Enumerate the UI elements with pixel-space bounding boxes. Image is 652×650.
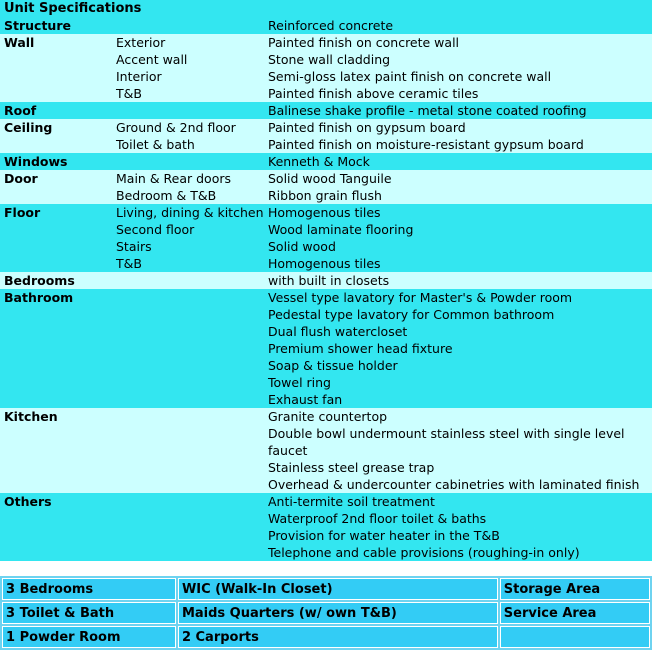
spec-description: Soap & tissue holder: [268, 358, 398, 373]
spec-section: [0, 272, 652, 289]
spec-description: Granite countertop: [268, 409, 388, 424]
summary-cell: [500, 626, 650, 648]
spec-row: [0, 68, 652, 85]
spec-description: Premium shower head fixture: [268, 341, 453, 356]
spec-description: Double bowl undermount stainless steel with single level faucet: [268, 426, 625, 458]
spec-description: Painted finish on moisture-resistant gypsum board: [268, 137, 584, 152]
summary-row: [2, 578, 650, 600]
spec-section: [0, 170, 652, 204]
spec-subcategory: [116, 476, 268, 493]
spec-subcategory: [116, 374, 268, 391]
spec-subcategory: [116, 527, 268, 544]
spec-description: Kenneth & Mock: [268, 154, 370, 169]
spec-row: [0, 238, 652, 255]
spec-description: Homogenous tiles: [268, 256, 381, 271]
summary-body: [2, 578, 650, 648]
spec-row: [0, 357, 652, 374]
spec-row: [0, 51, 652, 68]
spec-subcategory: [116, 340, 268, 357]
spec-description: Provision for water heater in the T&B: [268, 528, 500, 543]
spec-section: [0, 408, 652, 493]
summary-row: [2, 602, 650, 624]
spec-description: Painted finish above ceramic tiles: [268, 86, 479, 101]
spec-description: Pedestal type lavatory for Common bathroom: [268, 307, 555, 322]
spec-subcategory: Second floor: [116, 222, 195, 237]
spec-description: Reinforced concrete: [268, 18, 394, 33]
summary-cell: 3 Toilet & Bath: [2, 602, 176, 624]
spec-row: [0, 306, 652, 323]
spec-category: Windows: [4, 154, 68, 169]
spec-subcategory: Living, dining & kitchen: [116, 205, 264, 220]
spec-subcategory: [116, 272, 268, 289]
spec-description: Telephone and cable provisions (roughing-in only): [268, 545, 580, 560]
spec-row: [0, 425, 652, 459]
spec-category: Bedrooms: [4, 273, 75, 288]
spec-category: [0, 476, 116, 493]
spec-subcategory: [116, 289, 268, 306]
spec-row: [0, 136, 652, 153]
spec-description: Vessel type lavatory for Master's & Powder room: [268, 290, 573, 305]
spec-category: Others: [4, 494, 52, 509]
summary-cell: Storage Area: [500, 578, 650, 600]
spec-category: [0, 255, 116, 272]
spec-category: [0, 51, 116, 68]
spec-subcategory: [116, 357, 268, 374]
spec-category: Door: [4, 171, 38, 186]
spec-category: [0, 357, 116, 374]
spec-row: [0, 34, 652, 51]
spec-section: [0, 102, 652, 119]
spec-description: Exhaust fan: [268, 392, 343, 407]
spec-row: [0, 510, 652, 527]
spec-row: [0, 493, 652, 510]
summary-cell: 1 Powder Room: [2, 626, 176, 648]
summary-row: [2, 626, 650, 648]
spec-subcategory: T&B: [116, 86, 142, 101]
summary-cell: 2 Carports: [178, 626, 498, 648]
spec-subcategory: [116, 425, 268, 459]
spec-row: [0, 85, 652, 102]
spec-subcategory: [116, 323, 268, 340]
spec-subcategory: Bedroom & T&B: [116, 188, 217, 203]
spec-section: [0, 289, 652, 408]
spec-description: Towel ring: [268, 375, 331, 390]
spec-subcategory: Stairs: [116, 239, 152, 254]
spec-category: [0, 527, 116, 544]
spec-category: [0, 374, 116, 391]
spec-row: [0, 408, 652, 425]
spec-sections: [0, 17, 652, 561]
spec-description: Balinese shake profile - metal stone coated roofing: [268, 103, 587, 118]
summary-cell: Maids Quarters (w/ own T&B): [178, 602, 498, 624]
spec-category: Wall: [4, 35, 35, 50]
spec-category: [0, 136, 116, 153]
summary-table: [0, 576, 652, 650]
spec-category: Ceiling: [4, 120, 53, 135]
spec-category: [0, 306, 116, 323]
spec-subcategory: [116, 459, 268, 476]
spec-category: [0, 187, 116, 204]
spec-description: Painted finish on concrete wall: [268, 35, 460, 50]
spec-category: Bathroom: [4, 290, 74, 305]
spec-subcategory: Ground & 2nd floor: [116, 120, 236, 135]
spec-row: [0, 221, 652, 238]
spec-subcategory: [116, 408, 268, 425]
summary-cell: WIC (Walk-In Closet): [178, 578, 498, 600]
spec-category: [0, 85, 116, 102]
spec-category: Roof: [4, 103, 37, 118]
spec-category: Kitchen: [4, 409, 58, 424]
spec-section: [0, 204, 652, 272]
spec-category: [0, 510, 116, 527]
spec-subcategory: [116, 510, 268, 527]
spec-row: [0, 170, 652, 187]
spec-section: [0, 17, 652, 34]
spec-row: [0, 527, 652, 544]
spec-category: [0, 323, 116, 340]
spec-row: [0, 374, 652, 391]
spec-subcategory: [116, 153, 268, 170]
spec-category: [0, 544, 116, 561]
spec-description: Waterproof 2nd floor toilet & baths: [268, 511, 487, 526]
spec-description: Solid wood: [268, 239, 336, 254]
spec-subcategory: T&B: [116, 256, 142, 271]
spec-description: with built in closets: [268, 273, 390, 288]
spec-row: [0, 340, 652, 357]
spec-row: [0, 204, 652, 221]
spec-subcategory: [116, 544, 268, 561]
spec-description: Homogenous tiles: [268, 205, 381, 220]
spec-description: Painted finish on gypsum board: [268, 120, 466, 135]
spec-description: Anti-termite soil treatment: [268, 494, 435, 509]
table-title: Unit Specifications: [0, 0, 652, 17]
spec-description: Stone wall cladding: [268, 52, 391, 67]
spec-section: [0, 119, 652, 153]
summary-cell: 3 Bedrooms: [2, 578, 176, 600]
spec-row: [0, 289, 652, 306]
spec-section: [0, 34, 652, 102]
spec-subcategory: [116, 391, 268, 408]
spec-category: [0, 425, 116, 459]
spec-category: [0, 68, 116, 85]
summary-cell: Service Area: [500, 602, 650, 624]
spec-row: [0, 255, 652, 272]
spec-category: [0, 459, 116, 476]
spec-row: [0, 119, 652, 136]
spec-row: [0, 102, 652, 119]
spec-subcategory: Exterior: [116, 35, 166, 50]
spec-category: [0, 221, 116, 238]
spec-section: [0, 153, 652, 170]
spec-description: Solid wood Tanguile: [268, 171, 392, 186]
spec-row: [0, 544, 652, 561]
spec-description: Dual flush watercloset: [268, 324, 408, 339]
spec-description: Ribbon grain flush: [268, 188, 382, 203]
spec-category: [0, 391, 116, 408]
spec-row: [0, 272, 652, 289]
spec-subcategory: [116, 306, 268, 323]
spec-section: [0, 493, 652, 561]
spec-subcategory: Interior: [116, 69, 162, 84]
spec-subcategory: [116, 493, 268, 510]
spec-category: [0, 340, 116, 357]
spec-description: Stainless steel grease trap: [268, 460, 435, 475]
spec-subcategory: Main & Rear doors: [116, 171, 232, 186]
spec-row: [0, 459, 652, 476]
spec-description: Wood laminate flooring: [268, 222, 414, 237]
spec-category: Structure: [4, 18, 71, 33]
spec-row: [0, 187, 652, 204]
spec-row: [0, 17, 652, 34]
spec-subcategory: Accent wall: [116, 52, 188, 67]
spec-description: Overhead & undercounter cabinetries with laminated finish: [268, 477, 640, 492]
spec-category: [0, 238, 116, 255]
spec-description: Semi-gloss latex paint finish on concrete wall: [268, 69, 552, 84]
spec-subcategory: Toilet & bath: [116, 137, 195, 152]
spec-row: [0, 476, 652, 493]
spec-row: [0, 391, 652, 408]
spec-subcategory: [116, 102, 268, 119]
spec-row: [0, 153, 652, 170]
spec-row: [0, 323, 652, 340]
spec-category: Floor: [4, 205, 41, 220]
spec-subcategory: [116, 17, 268, 34]
